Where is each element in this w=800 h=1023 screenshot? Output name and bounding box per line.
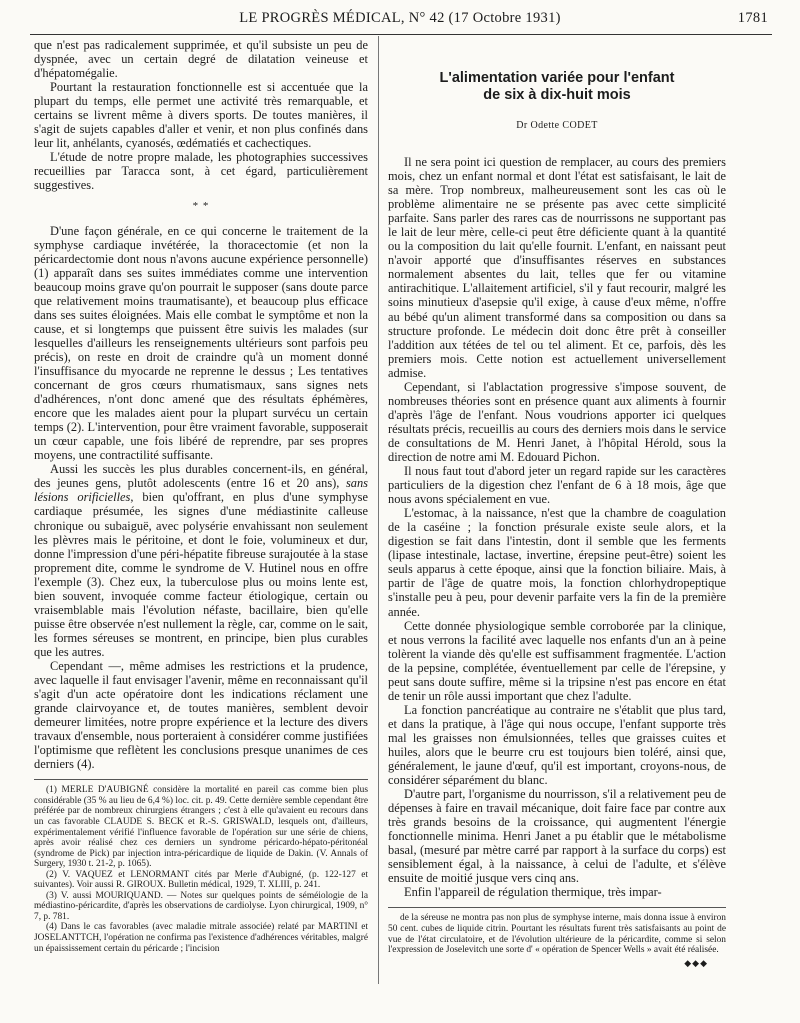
paragraph: D'autre part, l'organisme du nourrisson, s'il a relativement peu de dépenses à faire en travail mécanique, doit faire face par contre aux très grands besoins de la croissance, qui augmentent l'énergie fonctionnelle minima. Henri Janet a pu établir que le métabolisme basal, (mesuré par mètre carré par rapport à la surface du corps) est sensiblement égal, à la naissance, à celui de l'adulte, et s'élève ensuite de moitié jusque vers cinq ans. xyxy=(388,787,726,886)
page-number: 1781 xyxy=(737,10,768,26)
paragraph: Pourtant la restauration fonctionnelle est si accentuée que la plupart du temps, elle permet une activité très remarquable, et certains se livrent même à divers sports. De toutes manières, il s'agit de sujets capables d'aller et venir, et non plus confinés dans leur lit, anhélants, cyanosés, œdématiés et cachectiques. xyxy=(34,80,368,151)
footnote: (1) MERLE D'AUBIGNÉ considère la mortalité en pareil cas comme bien plus considérable (35 % au lieu de 6,4 %) loc. cit. p. 49. Cette dernière semble cependant être préférée par de nombreux chirurgiens étrangers ; c'est à elle qu'avaient eu recours dans un cas favorable CLAUDE S. BECK et R.-S. GRISWALD, lesquels ont, d'ailleurs, expérimentalement vérifié l'influence favorable de l'opération sur une série de chiens, après avoir réalisé chez ces derniers un syndrome péricardo-hépato-péritonéal (syndrome de Pick) par injection intra-péricardique de liquide de Dakin. (V. Annals of Surgery, 1930 t. 21-2, p. 1065). xyxy=(34,785,368,870)
running-header xyxy=(28,10,772,30)
header-title: LE PROGRÈS MÉDICAL, N° 42 (17 Octobre 1931) xyxy=(239,10,561,26)
paragraph: L'étude de notre propre malade, les photographies successives recueillies par Taracca sont, à cet égard, particulièrement suggestives. xyxy=(34,150,368,193)
paragraph: que n'est pas radicalement supprimée, et qu'il subsiste un peu de dyspnée, avec un certain degré de dilatation veineuse et d'hépatomégalie. xyxy=(34,38,368,81)
header-rule xyxy=(30,34,772,35)
column-divider xyxy=(378,36,379,984)
italic-phrase: sans lésions orificielles xyxy=(34,476,368,505)
right-column xyxy=(388,38,726,969)
paragraph: Cette donnée physiologique semble corroborée par la clinique, et nous verrons la facilité avec laquelle nos enfants d'un an à peine tolèrent la viande dès qu'elle est suffisamment fragmentée. L'action de la pepsine, complétée, éventuellement par celle de l'érepsine, y peut sans doute suffire, même si la tripsine n'est pas encore en état de tenir un rôle aussi important que chez l'adulte. xyxy=(388,618,726,703)
paragraph: Cependant —, même admises les restrictions et la prudence, avec laquelle il faut envisager l'avenir, même en reconnaissant qu'il s'agit d'un acte opératoire dont les indications réclament une grande clairvoyance et, de toutes manières, semblent devoir demeurer limitées, notre propre expérience et la lecture des divers travaux d'ensemble, nous porteraient à considérer comme justifiées l'optimisme que reflètent les conclusions presque unanimes de ces derniers (4). xyxy=(34,658,368,772)
footnote-continuation: de la séreuse ne montra pas non plus de symphyse interne, mais donna issue à environ 50 cent. cubes de liquide citrin. Pourtant les résultats furent très satisfaisants au point de vue de l'état circulatoire, et de l'évolution ultérieure de la péricardite, comme si selon l'expression de Joselevitch une sorte d' « opération de Spencer Wells » avait été réalisée. xyxy=(388,913,726,956)
paragraph: Il ne sera point ici question de remplacer, au cours des premiers mois, chez un enfant normal et dont l'état est satisfaisant, le lait de sa mère. Trop nombreux, malheureusement sont les cas où le problème alimentaire ne se présente pas avec cette simplicité parfaite. Sans parler des rares cas de nourrissons ne supportant pas le lait de leur mère, celle-ci peut être déficiente quant à la quantité ou la composition du lait qu'elle fournit. L'enfant, en naissant peut n'avoir apporté que d'insuffisantes réserves en substances normalement absentes du lait, telles que fer ou vitamine antirachitique. L'allaitement artificiel, s'il y faut recourir, malgré les soins minutieux d'asepsie qu'il exige, à cause d'eux même, n'offre au bébé qu'un aliment transformé dans sa composition ou dans sa structure profonde. Le médecin doit donc être prêt à conseiller l'addition aux tétées de tel ou tel aliment. Et ce, parfois, dès les premiers mois. Cette notion est actuellement universellement admise. xyxy=(388,155,726,380)
end-ornament: ◆◆◆ xyxy=(684,957,708,968)
footnotes-rule xyxy=(34,779,368,780)
paragraph: L'estomac, à la naissance, n'est que la chambre de coagulation de la caséine ; la fonction présurale existe seule alors, et la digestion se fait dans l'intestin, dont il semble que les ferments (lipase intestinale, lactase, invertine, érepsine peut-être) soient les seuls apparus à cette époque, ainsi que la fonction biliaire. Mais, à partir de l'âge de quatre mois, la fonction chlorhydropeptique s'installe peu à peu, pour devenir parfaite vers la fin de la première année. xyxy=(388,506,726,619)
paragraph: Enfin l'appareil de régulation thermique, très impar- xyxy=(404,885,662,900)
paragraph: D'une façon générale, en ce qui concerne le traitement de la symphyse cardiaque invétérée, la thoracectomie (et non la péricardectomie dont nous n'avons aucune expérience personnelle) (1) apparaît dans ses suites immédiates comme une intervention beaucoup moins grave qu'on pourrait le supposer (sans doute parce que relativement moins traumatisante), et beaucoup plus efficace dans ses suites éloignées. Mais elle combat le symptôme et non la cause, et si longtemps que puissent être suivis les malades (sur lesquelles d'ailleurs les renseignements ultérieurs sont parfois peu précis), on reste en droit de craindre qu'à un moment donné l'insuffisance du myocarde ne reprenne le dessus ; Les tentatives concernant de gros cœurs rhumatismaux, sans signes nets d'adhérences, n'ont donc amené que des résultats éphémères, encore que les malades aient pour la plupart survécu un certain temps (2). L'intervention, pour être vraiment favorable, supposerait un cœur capable, une fois libéré de reprendre, par ses propres moyens, une contractilité suffisante. xyxy=(34,223,368,463)
paragraph xyxy=(34,462,368,659)
footnote: (2) V. VAQUEZ et LENORMANT cités par Merle d'Aubigné, (p. 122-127 et suivantes). Voir aussi R. GIROUX. Bulletin médical, 1929, T. XLIII, p. 241. xyxy=(34,869,368,891)
paragraph: Il nous faut tout d'abord jeter un regard rapide sur les caractères particuliers de la digestion chez l'enfant de 6 à 18 mois, âge que nous avons spécialement en vue. xyxy=(388,464,726,507)
paragraph: Cependant, si l'ablactation progressive s'impose souvent, de nombreuses théories sont en présence quant aux aliments à fournir d'après l'âge de l'enfant. Nous voudrions apporter ici quelques résultats précis, recueillis au cours des derniers mois dans le service de consultations de M. Henri Janet, à l'hôpital Hérold, sous la direction de notre ami M. Edouard Pichon. xyxy=(388,379,726,464)
footnotes-rule xyxy=(388,907,726,908)
article-author: Dr Odette CODET xyxy=(516,120,598,131)
paragraph-text: Aussi les succès les plus durables concernent-ils, en général, des jeunes gens, plutôt adolescents (entre 16 et 20 ans), xyxy=(34,462,368,491)
article-title xyxy=(388,70,726,104)
article-title-line: L'alimentation variée pour l'enfant xyxy=(439,70,675,86)
footnote: (3) V. aussi MOURIQUAND. — Notes sur quelques points de séméiologie de la médiastino-péricardite, d'après les observations de cardiolyse. Lyon chirurgical, 1909, n° 7, p. 781. xyxy=(34,890,368,922)
section-separator: * * xyxy=(192,199,210,212)
left-column xyxy=(34,38,368,954)
footnote: (4) Dans le cas favorables (avec maladie mitrale associée) relaté par MARTINI et JOSELANTTCH, l'opération ne confirma pas l'existence d'adhérences véritables, malgré un épaississement certain du péricarde ; l'incision xyxy=(34,922,368,954)
paragraph-text: , bien qu'offrant, en plus d'une symphyse cardiaque présumée, les signes d'une médiastinite calleuse chronique ou subaiguë, avec polysérie envahissant non seulement les plèvres mais le péritoine, et dont le foie, volumineux et dur, donne l'impression d'une péri-hépatite fibreuse surajoutée à la stase proprement dite, comme le syndrome de V. Hutinel nous en offre l'exemple (3). Chez eux, la tuberculose plus ou moins lente est, bien souvent, invoquée comme facteur étiologique, certain ou vraisemblable mais l'évolution néfaste, bacillaire, bien qu'elle puisse être observée n'est nullement la règle, car, comme on le sait, les formes séreuses se montrent, en principe, bien plus curables que les autres. xyxy=(34,490,368,659)
article-title-line: de six à dix-huit mois xyxy=(483,87,631,103)
paragraph: La fonction pancréatique au contraire ne s'établit que plus tard, et dans la pratique, à l'âge qui nous occupe, l'enfant supporte très mal les graisses non émulsionnées, telles que graisses cuites et huiles, alors que le beurre cru est toujours bien toléré, ainsi que, généralement, le jaune d'œuf, qu'il est important, croyons-nous, de considérer séparément du blanc. xyxy=(388,702,726,788)
